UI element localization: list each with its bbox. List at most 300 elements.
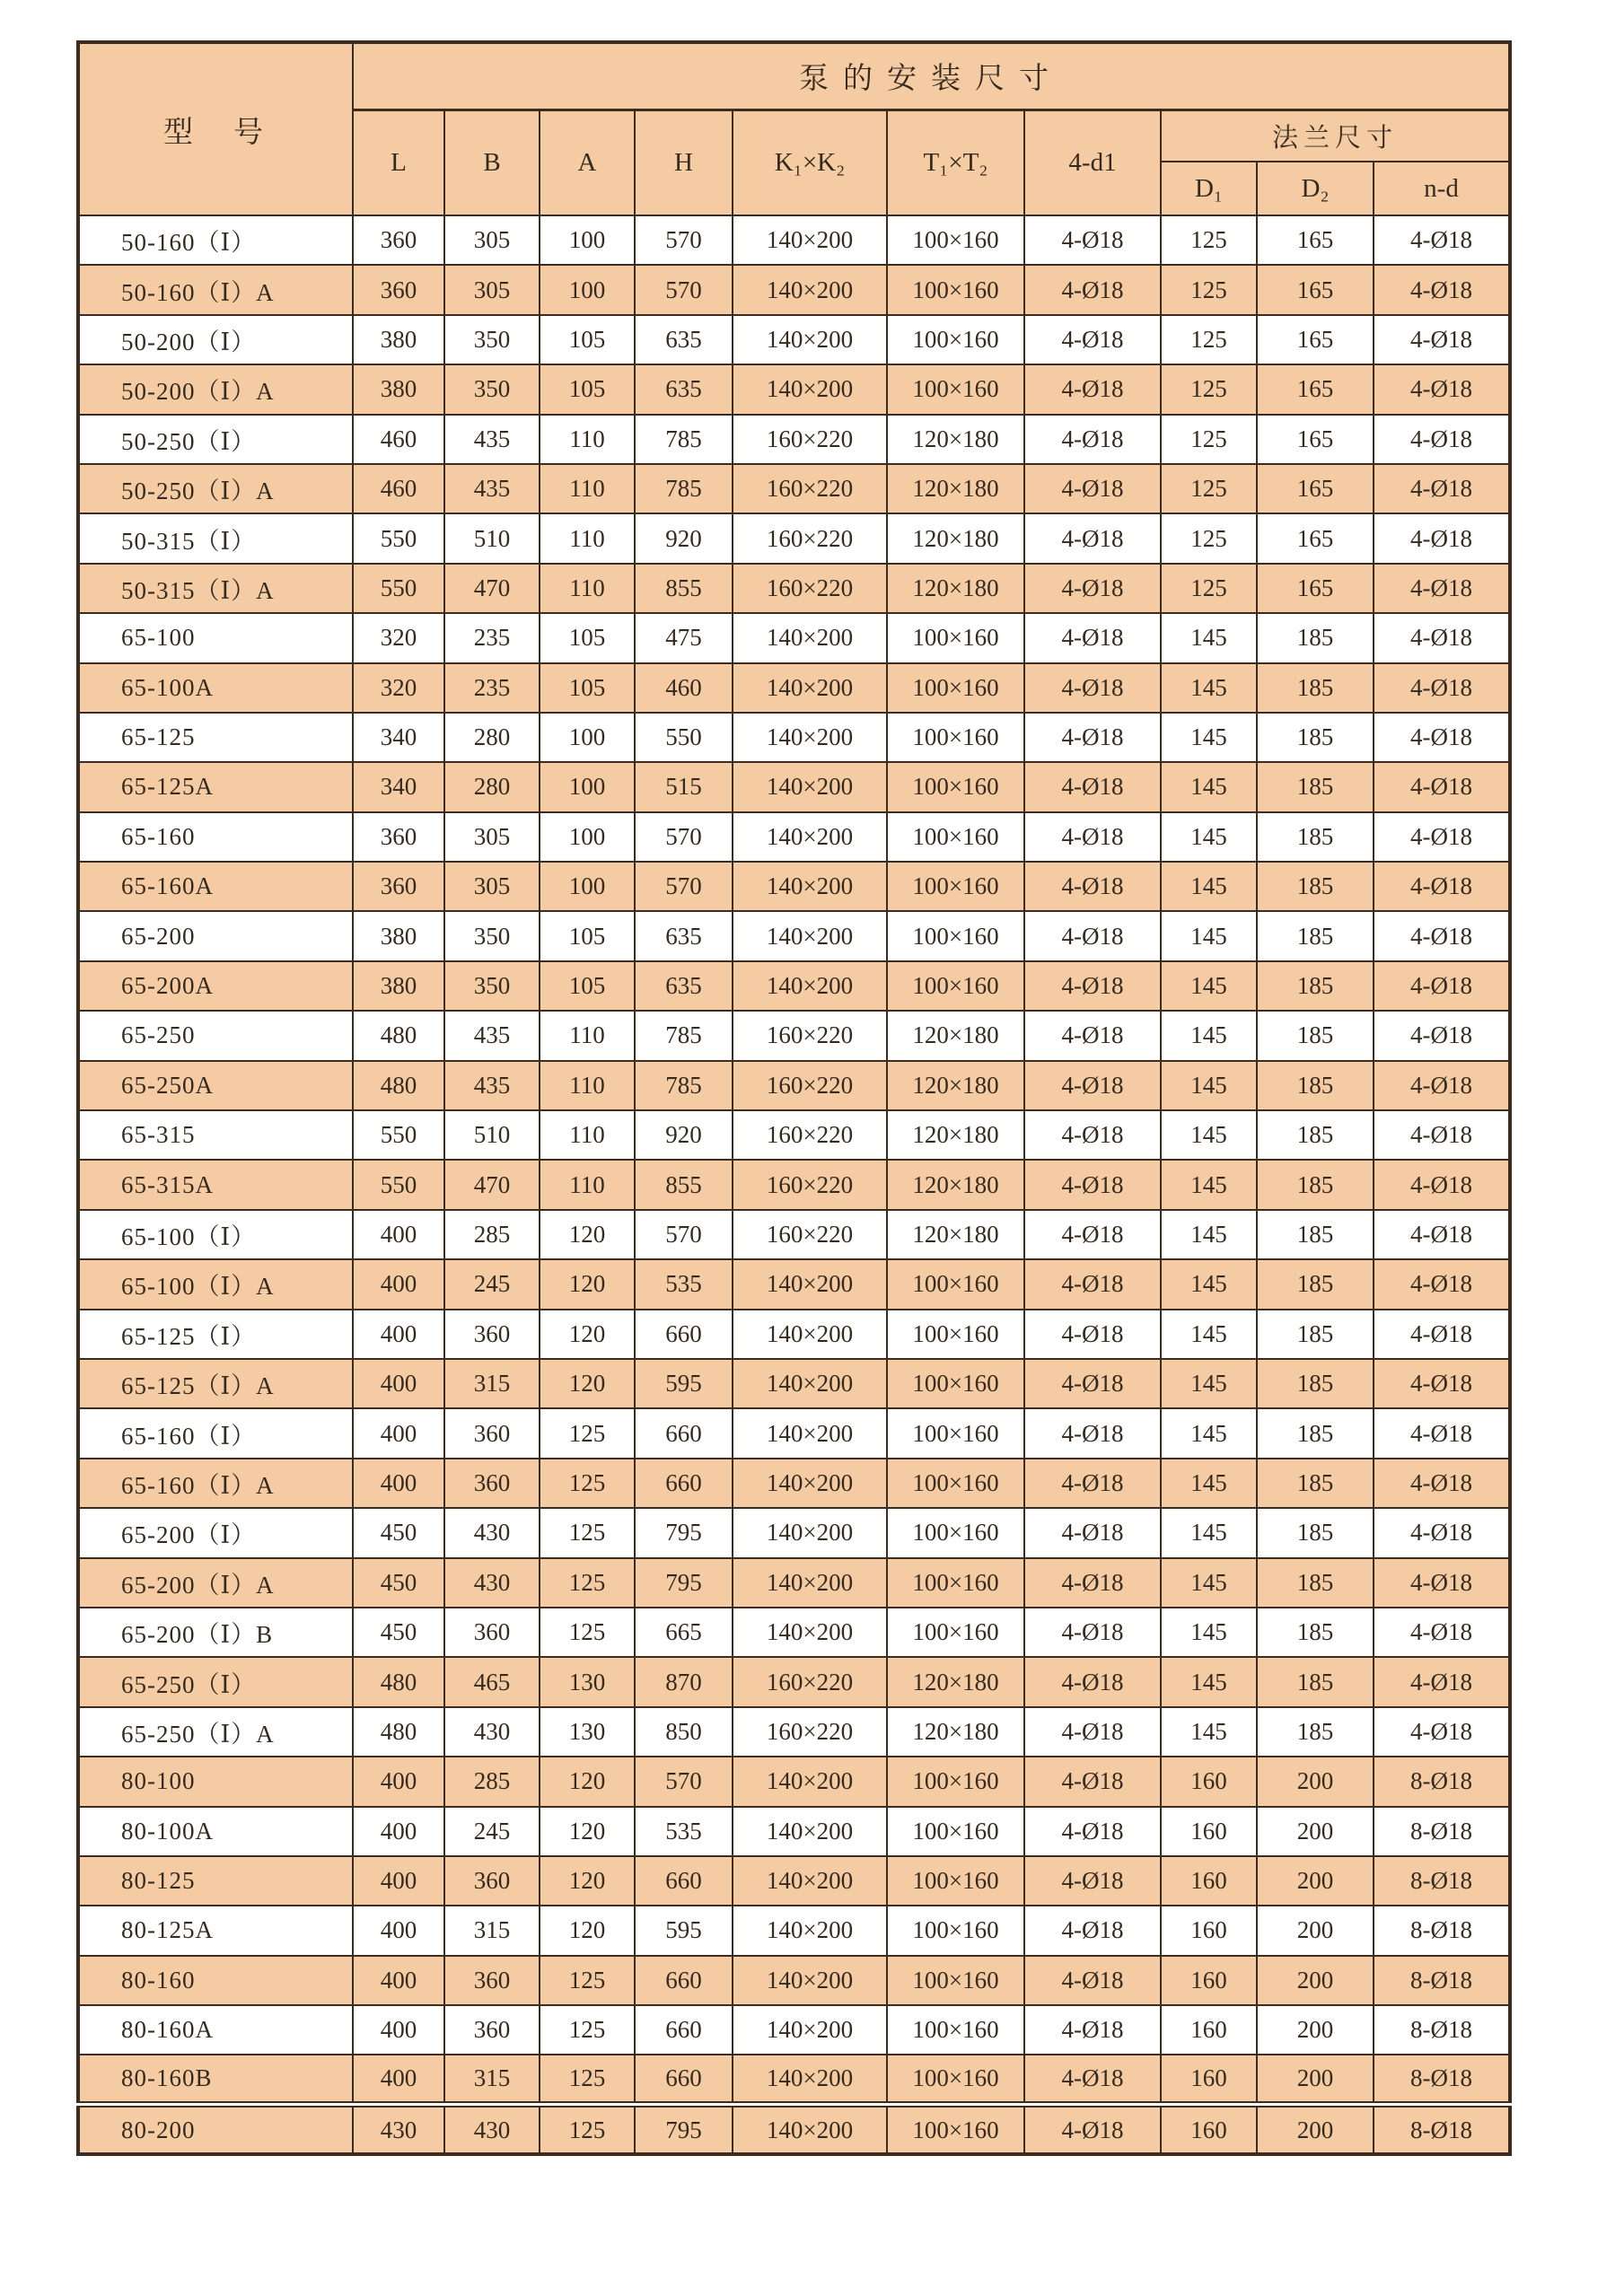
cell-B: 245 bbox=[444, 1259, 540, 1309]
cell-H: 475 bbox=[635, 613, 733, 662]
cell-T1xT2: 120×180 bbox=[887, 1210, 1024, 1259]
cell-K1xK2: 140×200 bbox=[733, 2055, 887, 2104]
cell-L: 380 bbox=[353, 364, 444, 414]
cell-4-d1: 4-Ø18 bbox=[1024, 1259, 1161, 1309]
cell-B: 360 bbox=[444, 1310, 540, 1359]
cell-T1xT2: 120×180 bbox=[887, 1061, 1024, 1110]
cell-n-d: 4-Ø18 bbox=[1374, 464, 1510, 513]
cell-4-d1: 4-Ø18 bbox=[1024, 911, 1161, 960]
cell-L: 360 bbox=[353, 812, 444, 862]
cell-n-d: 8-Ø18 bbox=[1374, 2005, 1510, 2055]
cell-A: 105 bbox=[540, 663, 635, 713]
cell-A: 125 bbox=[540, 2105, 635, 2154]
cell-A: 110 bbox=[540, 464, 635, 513]
cell-4-d1: 4-Ø18 bbox=[1024, 1657, 1161, 1706]
table-row bbox=[78, 1956, 1510, 2005]
cell-D1: 145 bbox=[1161, 1259, 1257, 1309]
cell-D1: 145 bbox=[1161, 663, 1257, 713]
cell-n-d: 8-Ø18 bbox=[1374, 1906, 1510, 1955]
cell-T1xT2: 100×160 bbox=[887, 1757, 1024, 1806]
cell-4-d1: 4-Ø18 bbox=[1024, 1807, 1161, 1856]
cell-4-d1: 4-Ø18 bbox=[1024, 2055, 1161, 2104]
cell-L: 400 bbox=[353, 1956, 444, 2005]
cell-B: 360 bbox=[444, 1856, 540, 1906]
cell-4-d1: 4-Ø18 bbox=[1024, 1459, 1161, 1508]
cell-H: 660 bbox=[635, 1408, 733, 1458]
cell-L: 480 bbox=[353, 1011, 444, 1060]
cell-n-d: 4-Ø18 bbox=[1374, 415, 1510, 464]
cell-K1xK2: 140×200 bbox=[733, 1558, 887, 1608]
cell-B: 360 bbox=[444, 1408, 540, 1458]
cell-n-d: 4-Ø18 bbox=[1374, 1011, 1510, 1060]
cell-D2: 200 bbox=[1257, 1757, 1374, 1806]
cell-T1xT2: 100×160 bbox=[887, 1956, 1024, 2005]
cell-H: 660 bbox=[635, 1310, 733, 1359]
table-row bbox=[78, 2105, 1510, 2154]
cell-4-d1: 4-Ø18 bbox=[1024, 1408, 1161, 1458]
cell-4-d1: 4-Ø18 bbox=[1024, 315, 1161, 364]
cell-A: 110 bbox=[540, 564, 635, 613]
cell-model: 80-125 bbox=[78, 1856, 353, 1906]
cell-K1xK2: 160×220 bbox=[733, 1210, 887, 1259]
cell-B: 360 bbox=[444, 1608, 540, 1657]
cell-B: 305 bbox=[444, 812, 540, 862]
cell-K1xK2: 140×200 bbox=[733, 1408, 887, 1458]
cell-A: 125 bbox=[540, 2055, 635, 2104]
cell-D2: 185 bbox=[1257, 1160, 1374, 1209]
cell-A: 125 bbox=[540, 2005, 635, 2055]
cell-D2: 185 bbox=[1257, 1359, 1374, 1408]
table-row bbox=[78, 464, 1510, 513]
cell-T1xT2: 100×160 bbox=[887, 1508, 1024, 1557]
cell-L: 380 bbox=[353, 961, 444, 1011]
table-row bbox=[78, 1807, 1510, 1856]
cell-B: 350 bbox=[444, 911, 540, 960]
cell-H: 660 bbox=[635, 1459, 733, 1508]
cell-H: 795 bbox=[635, 1558, 733, 1608]
cell-A: 130 bbox=[540, 1657, 635, 1706]
cell-D1: 145 bbox=[1161, 1657, 1257, 1706]
cell-A: 100 bbox=[540, 812, 635, 862]
cell-n-d: 4-Ø18 bbox=[1374, 812, 1510, 862]
cell-H: 550 bbox=[635, 713, 733, 762]
cell-model: 80-100A bbox=[78, 1807, 353, 1856]
cell-T1xT2: 120×180 bbox=[887, 415, 1024, 464]
table-row bbox=[78, 1210, 1510, 1259]
cell-model: 65-200（Ⅰ）B bbox=[78, 1608, 353, 1657]
cell-4-d1: 4-Ø18 bbox=[1024, 613, 1161, 662]
cell-A: 105 bbox=[540, 315, 635, 364]
cell-H: 635 bbox=[635, 911, 733, 960]
cell-D1: 160 bbox=[1161, 2055, 1257, 2104]
cell-L: 450 bbox=[353, 1508, 444, 1557]
cell-model: 50-200（Ⅰ） bbox=[78, 315, 353, 364]
cell-T1xT2: 100×160 bbox=[887, 2055, 1024, 2104]
cell-D2: 165 bbox=[1257, 265, 1374, 314]
cell-L: 550 bbox=[353, 1110, 444, 1160]
cell-D2: 200 bbox=[1257, 2105, 1374, 2154]
cell-4-d1: 4-Ø18 bbox=[1024, 2005, 1161, 2055]
cell-H: 595 bbox=[635, 1906, 733, 1955]
cell-B: 470 bbox=[444, 1160, 540, 1209]
cell-model: 65-250（Ⅰ） bbox=[78, 1657, 353, 1706]
cell-H: 660 bbox=[635, 2055, 733, 2104]
col-header-B: B bbox=[444, 110, 540, 215]
cell-B: 315 bbox=[444, 1906, 540, 1955]
cell-n-d: 4-Ø18 bbox=[1374, 1459, 1510, 1508]
cell-4-d1: 4-Ø18 bbox=[1024, 1310, 1161, 1359]
cell-L: 400 bbox=[353, 1459, 444, 1508]
cell-D2: 165 bbox=[1257, 564, 1374, 613]
cell-L: 480 bbox=[353, 1707, 444, 1757]
cell-D2: 165 bbox=[1257, 215, 1374, 265]
cell-model: 80-125A bbox=[78, 1906, 353, 1955]
cell-L: 320 bbox=[353, 663, 444, 713]
cell-4-d1: 4-Ø18 bbox=[1024, 1956, 1161, 2005]
cell-T1xT2: 100×160 bbox=[887, 1856, 1024, 1906]
cell-model: 65-160 bbox=[78, 812, 353, 862]
cell-H: 920 bbox=[635, 513, 733, 563]
cell-L: 550 bbox=[353, 1160, 444, 1209]
table-row bbox=[78, 1160, 1510, 1209]
cell-T1xT2: 120×180 bbox=[887, 513, 1024, 563]
cell-K1xK2: 140×200 bbox=[733, 215, 887, 265]
cell-K1xK2: 140×200 bbox=[733, 364, 887, 414]
cell-n-d: 4-Ø18 bbox=[1374, 513, 1510, 563]
cell-model: 65-200A bbox=[78, 961, 353, 1011]
cell-L: 400 bbox=[353, 1259, 444, 1309]
cell-K1xK2: 140×200 bbox=[733, 1906, 887, 1955]
cell-T1xT2: 100×160 bbox=[887, 762, 1024, 811]
cell-D1: 145 bbox=[1161, 1408, 1257, 1458]
table-title: 泵的安装尺寸 bbox=[353, 42, 1510, 110]
cell-model: 80-160 bbox=[78, 1956, 353, 2005]
table-row bbox=[78, 564, 1510, 613]
cell-K1xK2: 160×220 bbox=[733, 564, 887, 613]
cell-D2: 185 bbox=[1257, 1259, 1374, 1309]
cell-B: 430 bbox=[444, 1508, 540, 1557]
cell-D1: 145 bbox=[1161, 812, 1257, 862]
cell-n-d: 4-Ø18 bbox=[1374, 1160, 1510, 1209]
cell-model: 65-100（Ⅰ）A bbox=[78, 1259, 353, 1309]
table-header bbox=[78, 42, 1510, 215]
cell-D1: 125 bbox=[1161, 513, 1257, 563]
cell-D1: 160 bbox=[1161, 2005, 1257, 2055]
cell-4-d1: 4-Ø18 bbox=[1024, 812, 1161, 862]
cell-B: 435 bbox=[444, 1061, 540, 1110]
cell-n-d: 4-Ø18 bbox=[1374, 564, 1510, 613]
cell-D2: 185 bbox=[1257, 1061, 1374, 1110]
cell-L: 340 bbox=[353, 762, 444, 811]
cell-T1xT2: 120×180 bbox=[887, 464, 1024, 513]
cell-K1xK2: 140×200 bbox=[733, 812, 887, 862]
cell-T1xT2: 100×160 bbox=[887, 911, 1024, 960]
cell-n-d: 8-Ø18 bbox=[1374, 1807, 1510, 1856]
cell-D2: 165 bbox=[1257, 464, 1374, 513]
cell-A: 105 bbox=[540, 613, 635, 662]
cell-D1: 125 bbox=[1161, 564, 1257, 613]
cell-T1xT2: 100×160 bbox=[887, 2005, 1024, 2055]
cell-T1xT2: 100×160 bbox=[887, 663, 1024, 713]
cell-A: 120 bbox=[540, 1906, 635, 1955]
cell-K1xK2: 140×200 bbox=[733, 315, 887, 364]
cell-L: 400 bbox=[353, 1807, 444, 1856]
cell-L: 400 bbox=[353, 1359, 444, 1408]
cell-B: 235 bbox=[444, 663, 540, 713]
cell-T1xT2: 100×160 bbox=[887, 1906, 1024, 1955]
cell-D1: 145 bbox=[1161, 762, 1257, 811]
cell-A: 125 bbox=[540, 1459, 635, 1508]
cell-K1xK2: 140×200 bbox=[733, 1259, 887, 1309]
cell-K1xK2: 140×200 bbox=[733, 1359, 887, 1408]
table-row bbox=[78, 961, 1510, 1011]
pump-dimensions-table bbox=[76, 40, 1512, 2156]
cell-model: 65-125 bbox=[78, 713, 353, 762]
cell-n-d: 4-Ø18 bbox=[1374, 663, 1510, 713]
cell-H: 665 bbox=[635, 1608, 733, 1657]
cell-K1xK2: 160×220 bbox=[733, 513, 887, 563]
cell-D2: 200 bbox=[1257, 1856, 1374, 1906]
cell-A: 125 bbox=[540, 1608, 635, 1657]
cell-D2: 200 bbox=[1257, 1906, 1374, 1955]
cell-D1: 125 bbox=[1161, 215, 1257, 265]
table-row bbox=[78, 713, 1510, 762]
cell-H: 570 bbox=[635, 1757, 733, 1806]
cell-K1xK2: 140×200 bbox=[733, 1459, 887, 1508]
cell-4-d1: 4-Ø18 bbox=[1024, 1160, 1161, 1209]
cell-4-d1: 4-Ø18 bbox=[1024, 1757, 1161, 1806]
cell-H: 570 bbox=[635, 862, 733, 911]
cell-K1xK2: 140×200 bbox=[733, 911, 887, 960]
cell-B: 430 bbox=[444, 1707, 540, 1757]
cell-K1xK2: 140×200 bbox=[733, 265, 887, 314]
cell-L: 360 bbox=[353, 862, 444, 911]
cell-A: 120 bbox=[540, 1757, 635, 1806]
table-row bbox=[78, 862, 1510, 911]
cell-T1xT2: 100×160 bbox=[887, 961, 1024, 1011]
cell-D2: 185 bbox=[1257, 1011, 1374, 1060]
cell-D2: 165 bbox=[1257, 513, 1374, 563]
cell-4-d1: 4-Ø18 bbox=[1024, 713, 1161, 762]
cell-B: 245 bbox=[444, 1807, 540, 1856]
col-header-T1xT2: T₁×T₂ bbox=[887, 110, 1024, 215]
cell-D1: 145 bbox=[1161, 1011, 1257, 1060]
cell-n-d: 8-Ø18 bbox=[1374, 2055, 1510, 2104]
cell-H: 535 bbox=[635, 1807, 733, 1856]
cell-B: 435 bbox=[444, 415, 540, 464]
cell-A: 125 bbox=[540, 1558, 635, 1608]
cell-D1: 160 bbox=[1161, 1856, 1257, 1906]
cell-n-d: 4-Ø18 bbox=[1374, 1259, 1510, 1309]
cell-K1xK2: 140×200 bbox=[733, 1856, 887, 1906]
cell-n-d: 8-Ø18 bbox=[1374, 1956, 1510, 2005]
cell-K1xK2: 160×220 bbox=[733, 464, 887, 513]
table-row bbox=[78, 215, 1510, 265]
cell-L: 460 bbox=[353, 464, 444, 513]
cell-model: 80-160B bbox=[78, 2055, 353, 2104]
cell-H: 785 bbox=[635, 464, 733, 513]
cell-n-d: 8-Ø18 bbox=[1374, 1757, 1510, 1806]
cell-A: 125 bbox=[540, 1408, 635, 1458]
cell-A: 110 bbox=[540, 1061, 635, 1110]
cell-n-d: 4-Ø18 bbox=[1374, 215, 1510, 265]
cell-4-d1: 4-Ø18 bbox=[1024, 513, 1161, 563]
cell-K1xK2: 140×200 bbox=[733, 663, 887, 713]
table-row bbox=[78, 1707, 1510, 1757]
cell-n-d: 4-Ø18 bbox=[1374, 1061, 1510, 1110]
cell-L: 550 bbox=[353, 513, 444, 563]
cell-4-d1: 4-Ø18 bbox=[1024, 1359, 1161, 1408]
table-row bbox=[78, 2055, 1510, 2104]
cell-K1xK2: 160×220 bbox=[733, 1657, 887, 1706]
cell-K1xK2: 140×200 bbox=[733, 2005, 887, 2055]
cell-n-d: 4-Ø18 bbox=[1374, 265, 1510, 314]
cell-model: 65-250（Ⅰ）A bbox=[78, 1707, 353, 1757]
cell-D2: 185 bbox=[1257, 961, 1374, 1011]
cell-model: 80-160A bbox=[78, 2005, 353, 2055]
cell-4-d1: 4-Ø18 bbox=[1024, 564, 1161, 613]
cell-H: 785 bbox=[635, 1011, 733, 1060]
cell-D2: 185 bbox=[1257, 762, 1374, 811]
cell-D2: 185 bbox=[1257, 713, 1374, 762]
cell-B: 350 bbox=[444, 961, 540, 1011]
cell-B: 350 bbox=[444, 315, 540, 364]
cell-K1xK2: 140×200 bbox=[733, 1608, 887, 1657]
cell-n-d: 4-Ø18 bbox=[1374, 1608, 1510, 1657]
cell-D2: 185 bbox=[1257, 1558, 1374, 1608]
cell-4-d1: 4-Ø18 bbox=[1024, 2105, 1161, 2154]
cell-B: 280 bbox=[444, 713, 540, 762]
cell-model: 65-160（Ⅰ）A bbox=[78, 1459, 353, 1508]
cell-T1xT2: 100×160 bbox=[887, 812, 1024, 862]
cell-4-d1: 4-Ø18 bbox=[1024, 862, 1161, 911]
cell-H: 660 bbox=[635, 1856, 733, 1906]
cell-B: 360 bbox=[444, 1956, 540, 2005]
cell-K1xK2: 140×200 bbox=[733, 2105, 887, 2154]
cell-K1xK2: 140×200 bbox=[733, 1956, 887, 2005]
cell-D2: 185 bbox=[1257, 1508, 1374, 1557]
cell-L: 360 bbox=[353, 265, 444, 314]
col-header-model: 型 号 bbox=[78, 42, 353, 215]
cell-D2: 185 bbox=[1257, 1657, 1374, 1706]
table-row bbox=[78, 1906, 1510, 1955]
cell-model: 50-200（Ⅰ）A bbox=[78, 364, 353, 414]
cell-T1xT2: 120×180 bbox=[887, 1110, 1024, 1160]
cell-n-d: 4-Ø18 bbox=[1374, 364, 1510, 414]
cell-H: 855 bbox=[635, 1160, 733, 1209]
cell-T1xT2: 120×180 bbox=[887, 564, 1024, 613]
cell-T1xT2: 100×160 bbox=[887, 364, 1024, 414]
cell-T1xT2: 100×160 bbox=[887, 1359, 1024, 1408]
table-row bbox=[78, 1508, 1510, 1557]
cell-D1: 160 bbox=[1161, 2105, 1257, 2154]
cell-H: 595 bbox=[635, 1359, 733, 1408]
cell-model: 65-100A bbox=[78, 663, 353, 713]
cell-L: 400 bbox=[353, 1210, 444, 1259]
cell-D1: 145 bbox=[1161, 1707, 1257, 1757]
cell-D1: 145 bbox=[1161, 1061, 1257, 1110]
cell-n-d: 8-Ø18 bbox=[1374, 2105, 1510, 2154]
cell-B: 305 bbox=[444, 265, 540, 314]
cell-model: 65-125（Ⅰ） bbox=[78, 1310, 353, 1359]
cell-H: 785 bbox=[635, 1061, 733, 1110]
cell-model: 65-200（Ⅰ）A bbox=[78, 1558, 353, 1608]
cell-model: 65-315 bbox=[78, 1110, 353, 1160]
cell-A: 110 bbox=[540, 415, 635, 464]
cell-model: 50-160（Ⅰ）A bbox=[78, 265, 353, 314]
cell-K1xK2: 140×200 bbox=[733, 613, 887, 662]
cell-K1xK2: 160×220 bbox=[733, 1061, 887, 1110]
cell-D1: 145 bbox=[1161, 1608, 1257, 1657]
cell-L: 400 bbox=[353, 1757, 444, 1806]
cell-4-d1: 4-Ø18 bbox=[1024, 215, 1161, 265]
cell-B: 315 bbox=[444, 1359, 540, 1408]
cell-4-d1: 4-Ø18 bbox=[1024, 1210, 1161, 1259]
cell-L: 450 bbox=[353, 1558, 444, 1608]
cell-B: 280 bbox=[444, 762, 540, 811]
cell-4-d1: 4-Ø18 bbox=[1024, 1906, 1161, 1955]
cell-H: 460 bbox=[635, 663, 733, 713]
cell-D2: 165 bbox=[1257, 364, 1374, 414]
cell-D2: 165 bbox=[1257, 415, 1374, 464]
cell-n-d: 4-Ø18 bbox=[1374, 762, 1510, 811]
cell-A: 120 bbox=[540, 1359, 635, 1408]
cell-D2: 185 bbox=[1257, 862, 1374, 911]
cell-A: 125 bbox=[540, 1508, 635, 1557]
cell-H: 855 bbox=[635, 564, 733, 613]
cell-n-d: 4-Ø18 bbox=[1374, 911, 1510, 960]
cell-A: 120 bbox=[540, 1310, 635, 1359]
cell-A: 105 bbox=[540, 911, 635, 960]
cell-D1: 125 bbox=[1161, 415, 1257, 464]
cell-n-d: 4-Ø18 bbox=[1374, 1210, 1510, 1259]
cell-D1: 145 bbox=[1161, 862, 1257, 911]
cell-B: 360 bbox=[444, 1459, 540, 1508]
cell-A: 110 bbox=[540, 1110, 635, 1160]
cell-H: 570 bbox=[635, 265, 733, 314]
cell-H: 535 bbox=[635, 1259, 733, 1309]
cell-4-d1: 4-Ø18 bbox=[1024, 961, 1161, 1011]
cell-model: 50-315（Ⅰ） bbox=[78, 513, 353, 563]
cell-B: 430 bbox=[444, 1558, 540, 1608]
cell-H: 635 bbox=[635, 961, 733, 1011]
cell-A: 100 bbox=[540, 713, 635, 762]
cell-K1xK2: 140×200 bbox=[733, 1757, 887, 1806]
cell-A: 100 bbox=[540, 862, 635, 911]
cell-L: 480 bbox=[353, 1061, 444, 1110]
table-row bbox=[78, 762, 1510, 811]
cell-D1: 145 bbox=[1161, 911, 1257, 960]
col-header-A: A bbox=[540, 110, 635, 215]
cell-D2: 165 bbox=[1257, 315, 1374, 364]
col-header-n-d: n-d bbox=[1374, 162, 1510, 215]
cell-T1xT2: 100×160 bbox=[887, 1259, 1024, 1309]
cell-K1xK2: 140×200 bbox=[733, 1807, 887, 1856]
cell-A: 130 bbox=[540, 1707, 635, 1757]
cell-T1xT2: 120×180 bbox=[887, 1657, 1024, 1706]
cell-K1xK2: 140×200 bbox=[733, 961, 887, 1011]
cell-T1xT2: 100×160 bbox=[887, 713, 1024, 762]
cell-B: 285 bbox=[444, 1757, 540, 1806]
cell-A: 100 bbox=[540, 215, 635, 265]
cell-model: 80-100 bbox=[78, 1757, 353, 1806]
cell-T1xT2: 100×160 bbox=[887, 1310, 1024, 1359]
cell-D1: 145 bbox=[1161, 1459, 1257, 1508]
table-row bbox=[78, 663, 1510, 713]
cell-D1: 160 bbox=[1161, 1956, 1257, 2005]
col-header-K1xK2: K₁×K₂ bbox=[733, 110, 887, 215]
cell-model: 65-100 bbox=[78, 613, 353, 662]
